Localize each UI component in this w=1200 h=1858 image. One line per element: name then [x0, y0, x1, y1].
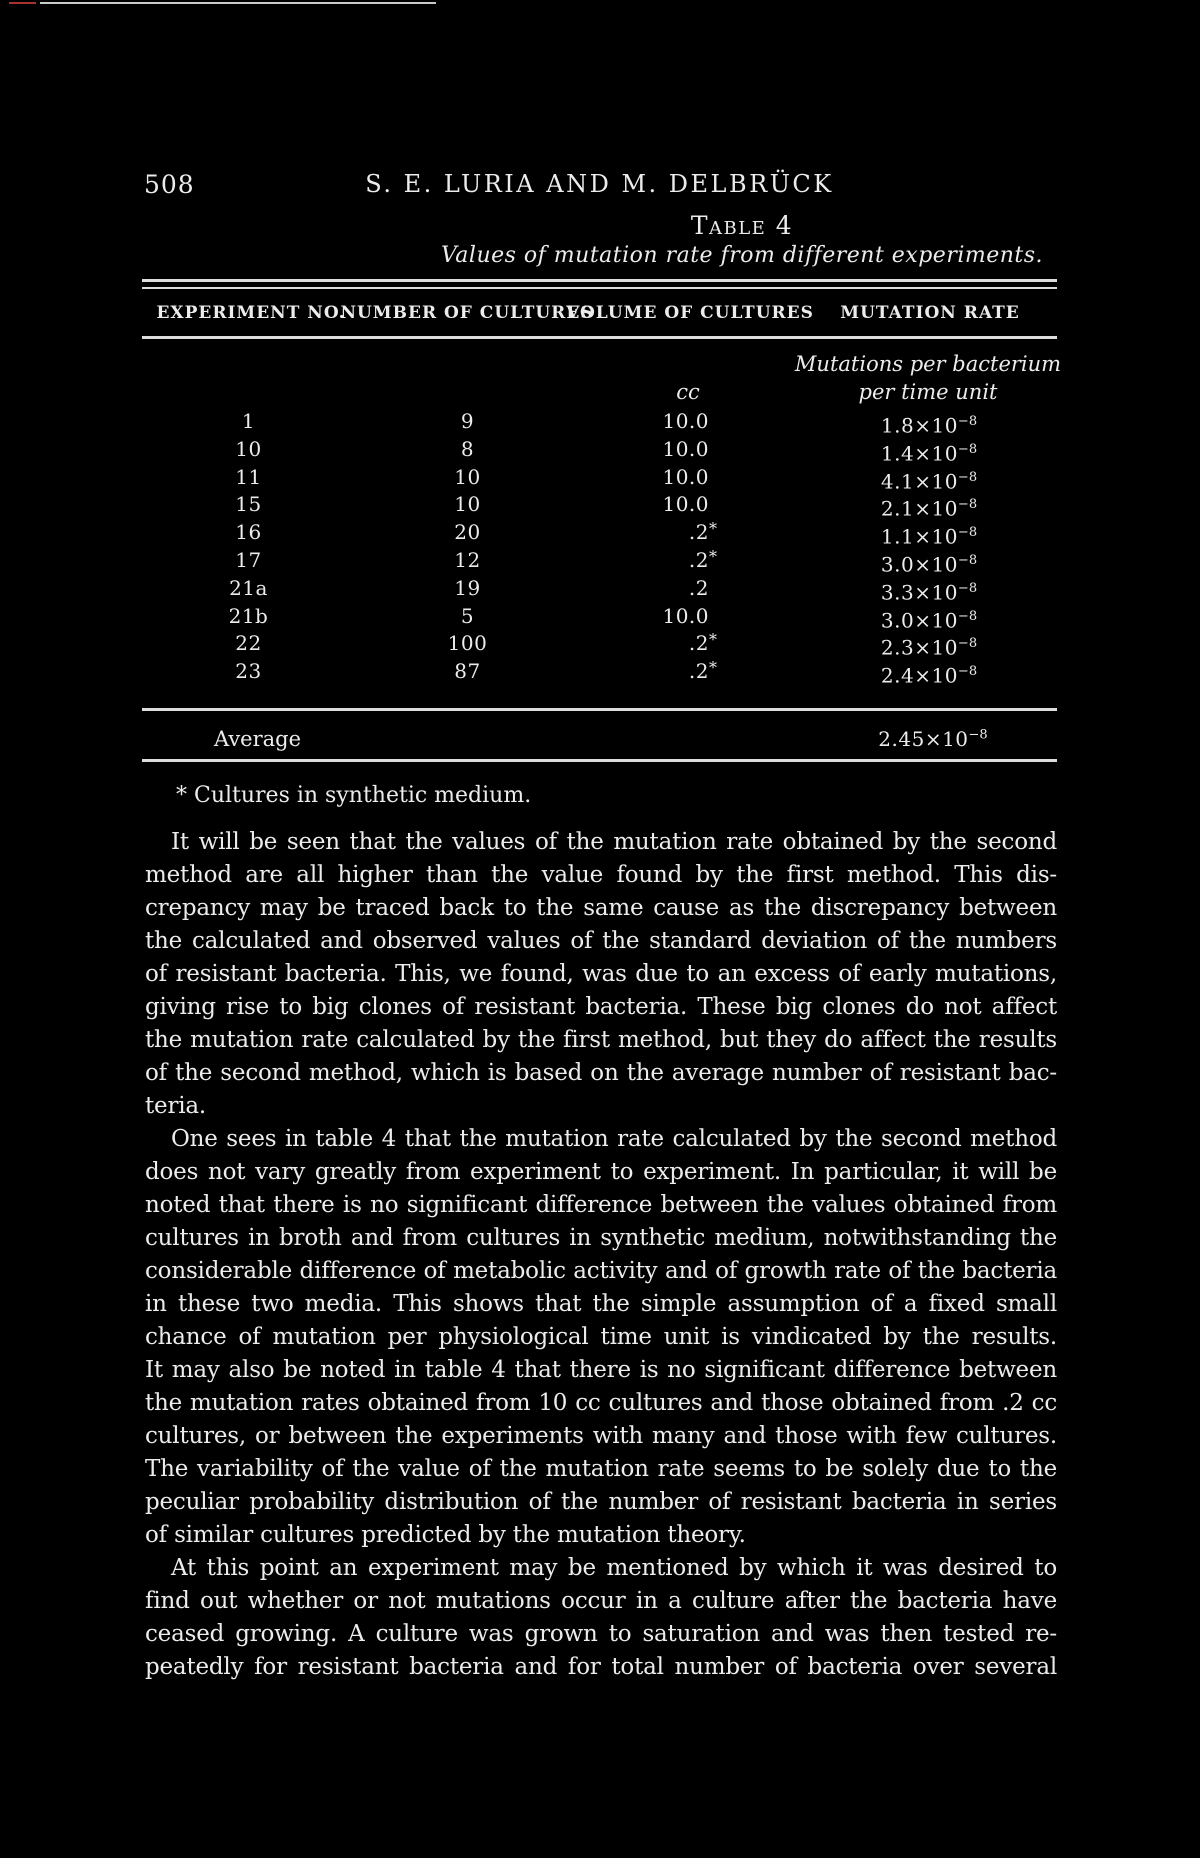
volume-value: 10.0 — [662, 492, 709, 517]
body-line: in these two media. This shows that the simple assumption of a fixed small — [145, 1291, 1057, 1317]
average-row — [142, 727, 1057, 753]
rate-base: 3.0×10 — [880, 608, 958, 633]
rate-exponent: −8 — [957, 552, 978, 568]
rate-exponent: −8 — [957, 664, 978, 680]
body-line: The variability of the value of the mutation rate seems to be solely due to the — [145, 1456, 1057, 1482]
table-row — [142, 491, 1057, 522]
volume-footnote-marker: * — [709, 519, 718, 539]
body-line: At this point an experiment may be mentioned by which it was desired to — [171, 1555, 1057, 1581]
body-line: It may also be noted in table 4 that there is no significant difference between — [145, 1357, 1057, 1383]
volume-footnote-marker: * — [709, 546, 718, 566]
rate-base: 1.8×10 — [880, 413, 958, 438]
body-paragraph-1 — [145, 826, 1057, 1123]
rate-base: 1.1×10 — [880, 524, 958, 549]
table-row — [142, 575, 1057, 603]
rate-base: 2.4×10 — [880, 663, 958, 688]
column-header-volume-of-cultures: VOLUME OF CULTURES — [566, 303, 814, 323]
body-line: of resistant bacteria. This, we found, was due to an excess of early mutations, — [145, 961, 1057, 987]
table-footnote: * Cultures in synthetic medium. — [176, 783, 532, 808]
body-line: of the second method, which is based on the average number of resistant bac- — [145, 1060, 1057, 1086]
body-line: giving rise to big clones of resistant bacteria. These big clones do not affect — [145, 994, 1057, 1020]
rate-exponent: −8 — [957, 636, 978, 652]
volume-footnote-marker: * — [709, 630, 718, 650]
body-line: considerable difference of metabolic activity and of growth rate of the bacteria — [145, 1258, 1057, 1284]
num-cultures-cell: 19 — [454, 575, 481, 600]
rate-base: 2.1×10 — [880, 497, 958, 522]
scan-edge-artifact-red — [9, 2, 36, 4]
rate-unit-subheader-line2 — [142, 380, 1057, 406]
experiment-no-cell: 23 — [235, 659, 262, 684]
table-row — [142, 464, 1057, 492]
rate-exponent: −8 — [957, 608, 978, 624]
num-cultures-cell: 12 — [454, 547, 481, 572]
table-header-rule — [142, 336, 1057, 339]
volume-value: .2 — [688, 547, 709, 572]
num-cultures-cell: 5 — [460, 603, 475, 628]
mutation-rate-cell — [735, 658, 1057, 690]
experiment-no-cell: 11 — [235, 464, 262, 489]
rate-unit-label-line2: per time unit — [858, 380, 998, 404]
body-line: of similar cultures predicted by the mutation theory. — [145, 1522, 746, 1548]
volume-unit-label: cc — [676, 380, 700, 404]
rate-exponent: −8 — [957, 414, 978, 429]
table-row — [142, 408, 1057, 436]
column-header-mutation-rate: MUTATION RATE — [840, 303, 1020, 323]
experiment-no-cell: 17 — [235, 547, 262, 572]
body-line: find out whether or not mutations occur in a culture after the bacteria have — [145, 1588, 1057, 1614]
volume-value: 10.0 — [662, 436, 709, 461]
volume-value: .2 — [688, 520, 709, 545]
experiment-no-cell: 15 — [235, 492, 262, 517]
table-row — [142, 658, 1057, 686]
table-body — [142, 408, 1057, 686]
rate-exponent: −8 — [957, 525, 978, 541]
body-line: cultures, or between the experiments with many and those with few cultures. — [145, 1423, 1057, 1449]
rate-exponent: −8 — [957, 497, 978, 513]
num-cultures-cell: 10 — [454, 464, 481, 489]
rate-base: 3.3×10 — [880, 580, 958, 605]
table-row — [142, 547, 1057, 575]
body-line: peculiar probability distribution of the number of resistant bacteria in series — [145, 1489, 1057, 1515]
rate-unit-subheader-line1 — [142, 352, 1062, 378]
body-line: crepancy may be traced back to the same cause as the discrepancy between — [145, 895, 1057, 921]
table-average-rule — [142, 708, 1057, 711]
volume-value: 10.0 — [662, 464, 709, 489]
volume-value: 10.0 — [662, 603, 709, 628]
table-title: Table 4 — [690, 211, 794, 240]
num-cultures-cell: 87 — [454, 659, 481, 684]
page-number: 508 — [144, 170, 195, 199]
rate-exponent: −8 — [957, 580, 978, 596]
table-row — [142, 603, 1057, 631]
body-line: It will be seen that the values of the mutation rate obtained by the second — [171, 829, 1057, 855]
rate-exponent: −8 — [957, 441, 978, 457]
table-top-rule — [142, 279, 1057, 289]
column-header-number-of-cultures: NUMBER OF CULTURES — [340, 303, 594, 323]
volume-cell — [580, 658, 735, 690]
body-line: cultures in broth and from cultures in synthetic medium, notwithstanding the — [145, 1225, 1057, 1251]
table-row — [142, 436, 1057, 464]
table-caption: Values of mutation rate from different experiments. — [440, 243, 1044, 268]
volume-value: .2 — [688, 659, 709, 684]
table-row — [142, 630, 1057, 661]
body-line: method are all higher than the value found by the first method. This dis- — [145, 862, 1057, 888]
body-text — [145, 826, 1057, 1684]
experiment-no-cell: 16 — [235, 520, 262, 545]
num-cultures-cell: 100 — [447, 631, 488, 656]
rate-exponent: −8 — [957, 469, 978, 485]
body-line: does not vary greatly from experiment to experiment. In particular, it will be — [145, 1159, 1057, 1185]
average-rate-exponent: −8 — [968, 727, 988, 743]
body-line: One sees in table 4 that the mutation rate calculated by the second method — [171, 1126, 1057, 1152]
volume-footnote-marker: * — [709, 658, 718, 678]
body-paragraph-2 — [145, 1123, 1057, 1552]
average-value — [878, 727, 987, 751]
body-line: chance of mutation per physiological time unit is vindicated by the results. — [145, 1324, 1057, 1350]
table-column-headers — [142, 303, 1057, 325]
rate-base: 2.3×10 — [880, 636, 958, 661]
volume-value: 10.0 — [662, 409, 709, 433]
table-bottom-rule — [142, 759, 1057, 762]
num-cultures-cell: 20 — [454, 520, 481, 545]
table-row — [142, 519, 1057, 547]
scan-edge-artifact-white — [40, 2, 436, 4]
column-header-experiment-no: EXPERIMENT NO. — [156, 303, 346, 323]
volume-value: .2 — [688, 575, 709, 600]
body-line: the mutation rate calculated by the first method, but they do affect the results — [145, 1027, 1057, 1053]
rate-base: 4.1×10 — [880, 469, 958, 494]
body-line: peatedly for resistant bacteria and for total number of bacteria over several — [145, 1654, 1057, 1680]
experiment-no-cell: 10 — [235, 436, 262, 461]
body-paragraph-3 — [145, 1552, 1057, 1684]
body-line: the calculated and observed values of the standard deviation of the numbers — [145, 928, 1057, 954]
volume-value: .2 — [688, 631, 709, 656]
rate-base: 1.4×10 — [880, 441, 958, 466]
body-line: noted that there is no significant difference between the values obtained from — [145, 1192, 1057, 1218]
body-line: teria. — [145, 1093, 207, 1119]
page-header — [142, 170, 1057, 198]
num-cultures-cell: 8 — [460, 436, 475, 461]
average-label: Average — [214, 727, 302, 751]
experiment-no-cell: 1 — [241, 409, 256, 433]
experiment-no-cell: 22 — [235, 631, 262, 656]
body-line: the mutation rates obtained from 10 cc cultures and those obtained from .2 cc — [145, 1390, 1057, 1416]
experiment-no-cell: 21b — [228, 603, 269, 628]
num-cultures-cell: 9 — [460, 409, 475, 433]
rate-unit-label-line1: Mutations per bacterium — [794, 352, 1062, 376]
rate-base: 3.0×10 — [880, 552, 958, 577]
experiment-no-cell: 21a — [229, 575, 268, 600]
authors-heading: S. E. LURIA AND M. DELBRÜCK — [365, 170, 834, 198]
num-cultures-cell: 10 — [454, 492, 481, 517]
body-line: ceased growing. A culture was grown to saturation and was then tested re- — [145, 1621, 1057, 1647]
average-rate-base: 2.45×10 — [878, 727, 969, 751]
